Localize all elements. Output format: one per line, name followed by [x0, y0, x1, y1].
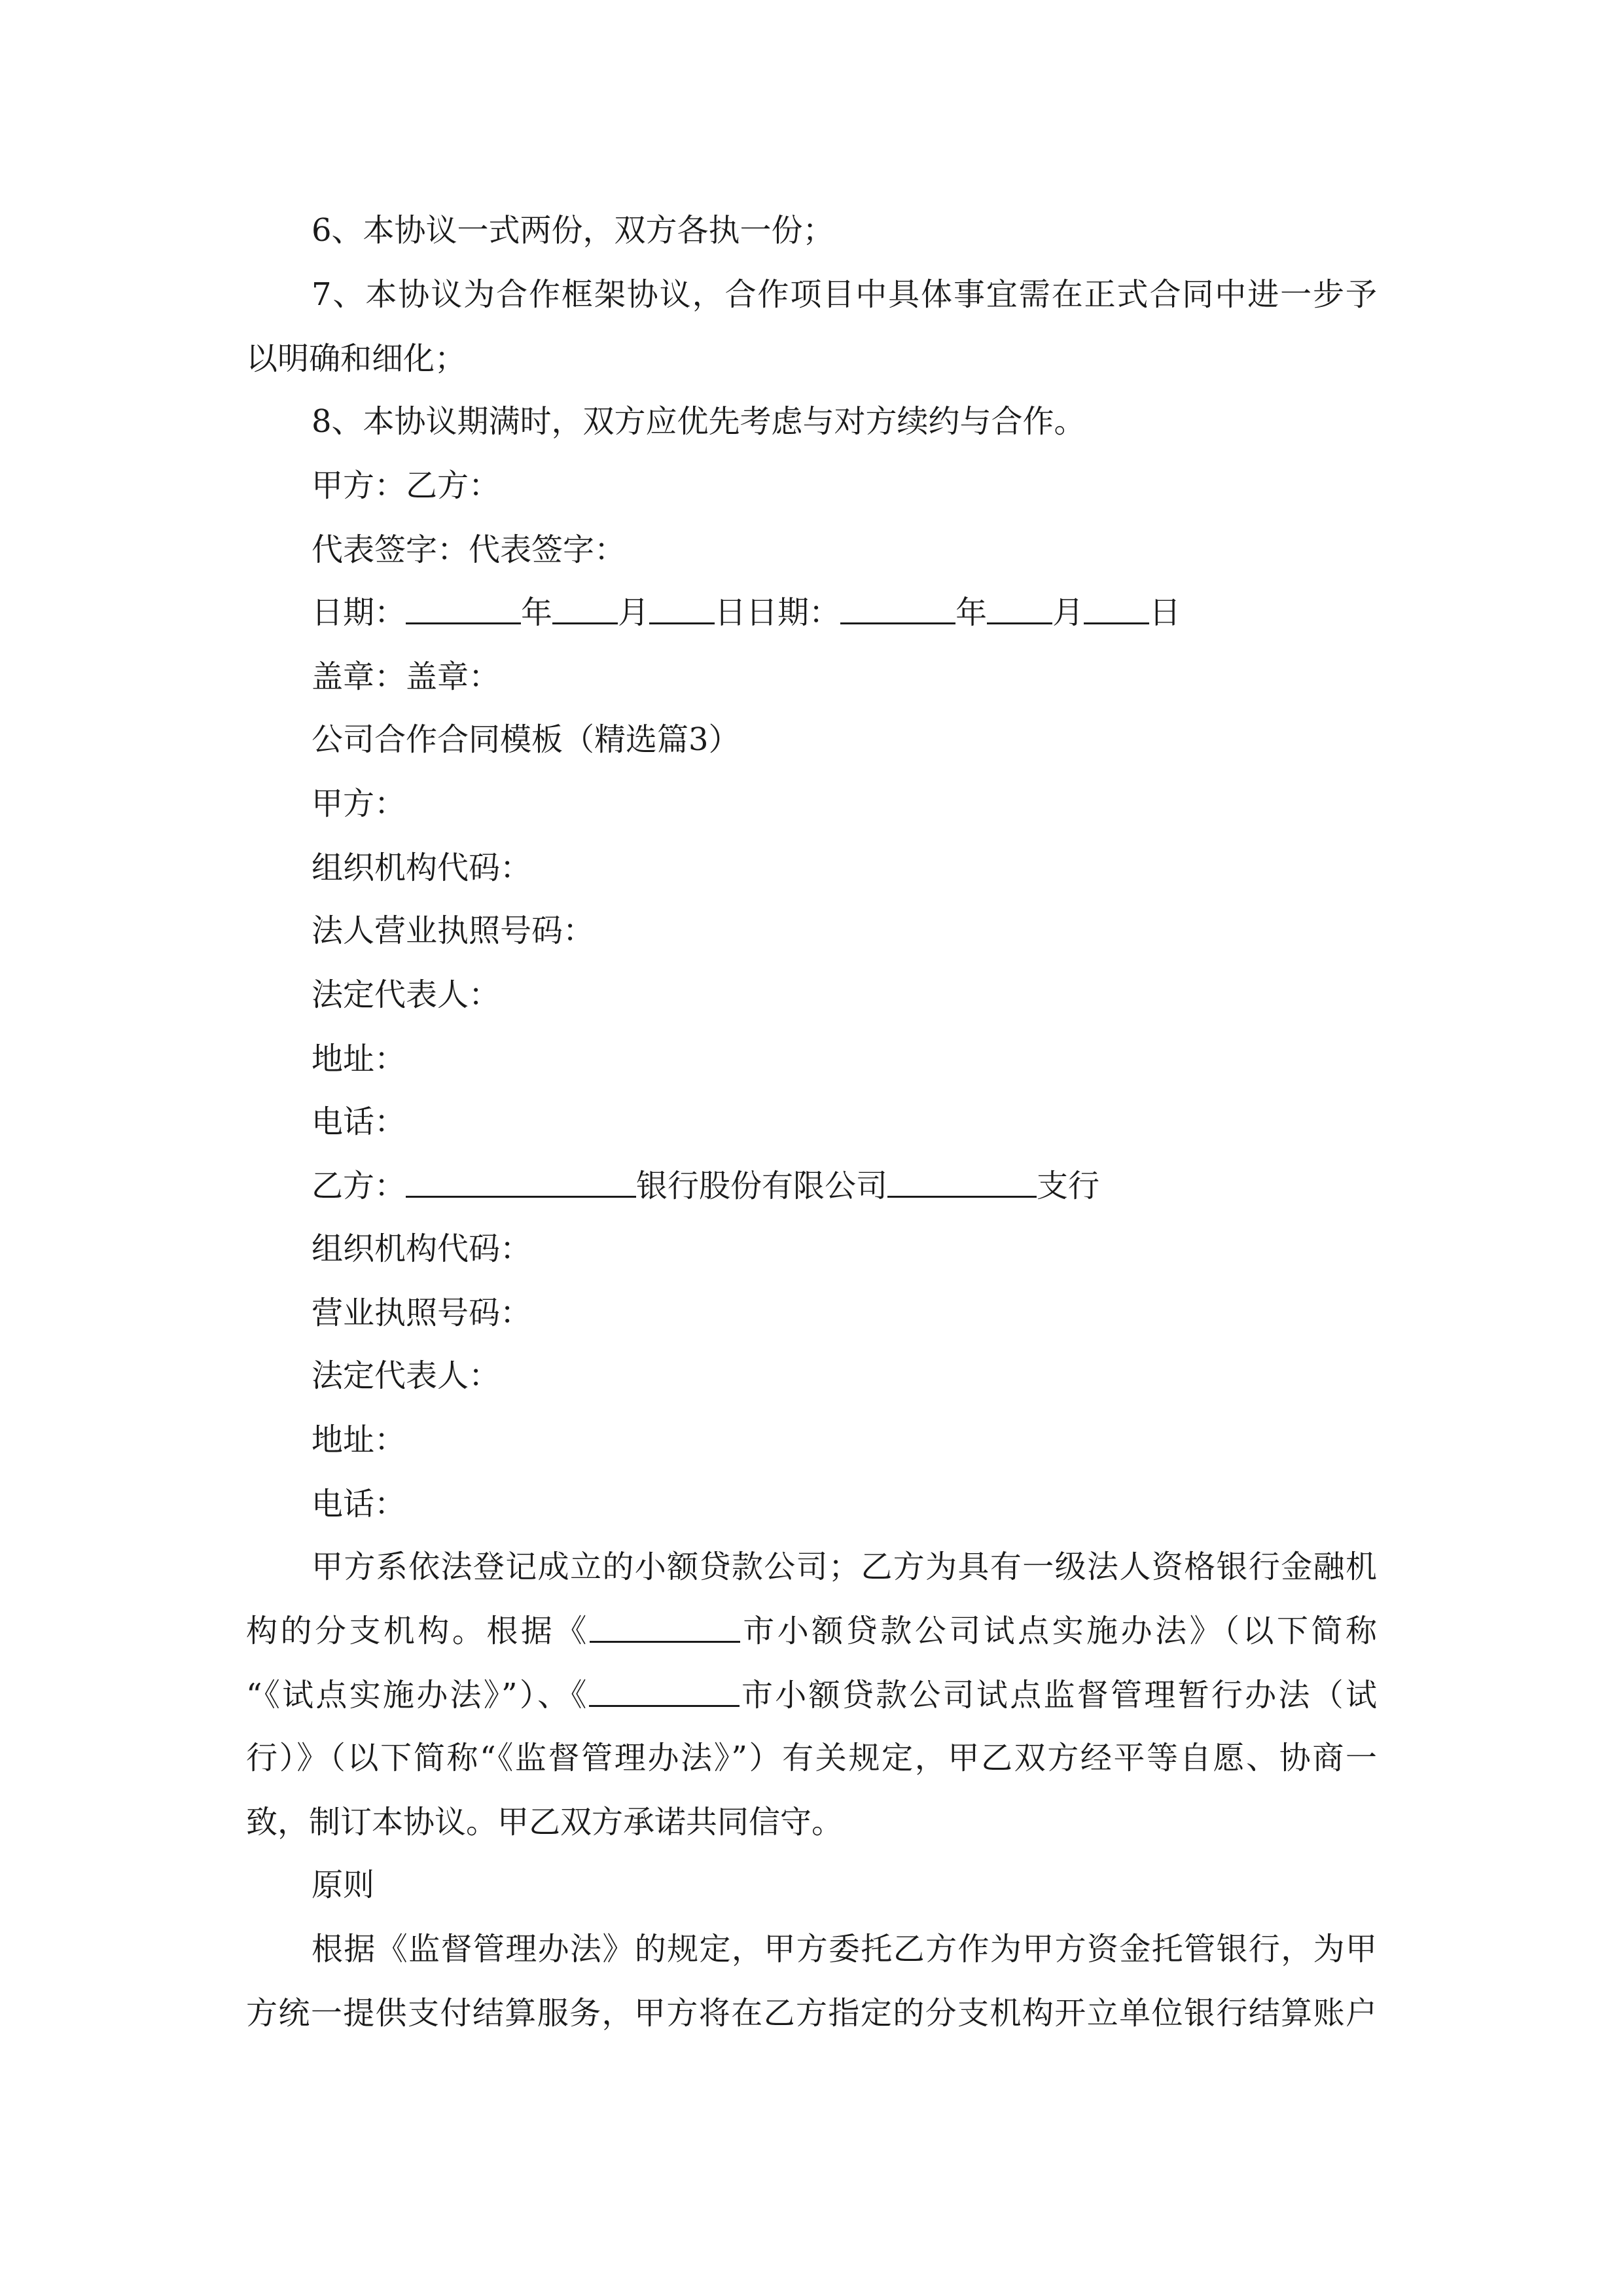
date2-month-blank	[987, 594, 1052, 624]
party-a-license: 法人营业执照号码：	[312, 912, 595, 949]
party-b-label: 乙方：	[312, 1168, 406, 1204]
party-b-bank: 银行股份有限公司	[636, 1168, 888, 1204]
clause-7-line-1: 7、本协议为合作框架协议，合作项目中具体事宜需在正式合同中进一步予	[312, 276, 1377, 313]
date-month-blank	[552, 594, 618, 624]
date2-month-label: 月	[1052, 594, 1084, 631]
signature-dates	[312, 593, 1181, 632]
principle-line-1: 根据《监督管理办法》的规定，甲方委托乙方作为甲方资金托管银行，为甲	[312, 1931, 1377, 1967]
date-day-and-second-date-label: 日日期：	[715, 594, 841, 631]
party-a-address: 地址：	[312, 1041, 406, 1077]
date2-year-blank	[840, 594, 955, 624]
section-title: 公司合作合同模板（精选篇3）	[312, 721, 740, 758]
principle-heading: 原则	[312, 1867, 375, 1903]
party-a-legal-rep: 法定代表人：	[312, 977, 501, 1013]
clause-6: 6、本协议一式两份，双方各执一份；	[312, 212, 834, 249]
preamble-city-blank-2	[589, 1676, 740, 1707]
party-b-address: 地址：	[312, 1422, 406, 1458]
party-b-legal-rep: 法定代表人：	[312, 1357, 501, 1394]
party-b-license: 营业执照号码：	[312, 1295, 532, 1331]
date-year-blank	[406, 594, 521, 624]
date-label: 日期：	[312, 594, 406, 631]
preamble-line-1: 甲方系依法登记成立的小额贷款公司；乙方为具有一级法人资格银行金融机	[312, 1549, 1377, 1585]
signature-representatives: 代表签字：代表签字：	[312, 531, 626, 568]
principle-line-2: 方统一提供支付结算服务，甲方将在乙方指定的分支机构开立单位银行结算账户	[246, 1995, 1377, 2032]
party-a-label: 甲方：	[312, 785, 406, 822]
signature-seals: 盖章：盖章：	[312, 658, 501, 695]
preamble-line-3-start: “《试点实施办法》”）、《	[246, 1677, 589, 1713]
party-b-phone: 电话：	[312, 1486, 406, 1522]
preamble-line-4: 行）》（以下简称“《监督管理办法》”）有关规定，甲乙双方经平等自愿、协商一	[246, 1740, 1377, 1776]
party-b-bank-blank	[406, 1167, 636, 1198]
preamble-line-3-end: 市小额贷款公司试点监督管理暂行办法（试	[739, 1677, 1377, 1713]
date2-day-label: 日	[1149, 594, 1181, 631]
date-month-label: 月	[618, 594, 650, 631]
party-b-line	[312, 1166, 1099, 1206]
date-year-label: 年	[521, 594, 553, 631]
date-day-blank	[649, 594, 715, 624]
preamble-line-2-start: 构的分支机构。根据《	[246, 1613, 590, 1649]
party-b-branch: 支行	[1037, 1168, 1100, 1204]
preamble-line-3	[246, 1676, 1377, 1715]
preamble-line-2	[246, 1611, 1377, 1651]
party-a-phone: 电话：	[312, 1103, 406, 1140]
preamble-line-5: 致，制订本协议。甲乙双方承诺共同信守。	[246, 1804, 844, 1840]
preamble-city-blank-1	[590, 1612, 740, 1643]
clause-7-line-2: 以明确和细化；	[246, 340, 467, 377]
party-b-branch-blank	[887, 1167, 1037, 1198]
clause-8: 8、本协议期满时，双方应优先考虑与对方续约与合作。	[312, 403, 1086, 440]
date2-year-label: 年	[955, 594, 988, 631]
preamble-line-2-end: 市小额贷款公司试点实施办法》（以下简称	[740, 1613, 1377, 1649]
party-b-org-code: 组织机构代码：	[312, 1230, 532, 1267]
party-a-org-code: 组织机构代码：	[312, 850, 532, 886]
signature-parties: 甲方：乙方：	[312, 467, 501, 504]
date2-day-blank	[1084, 594, 1149, 624]
